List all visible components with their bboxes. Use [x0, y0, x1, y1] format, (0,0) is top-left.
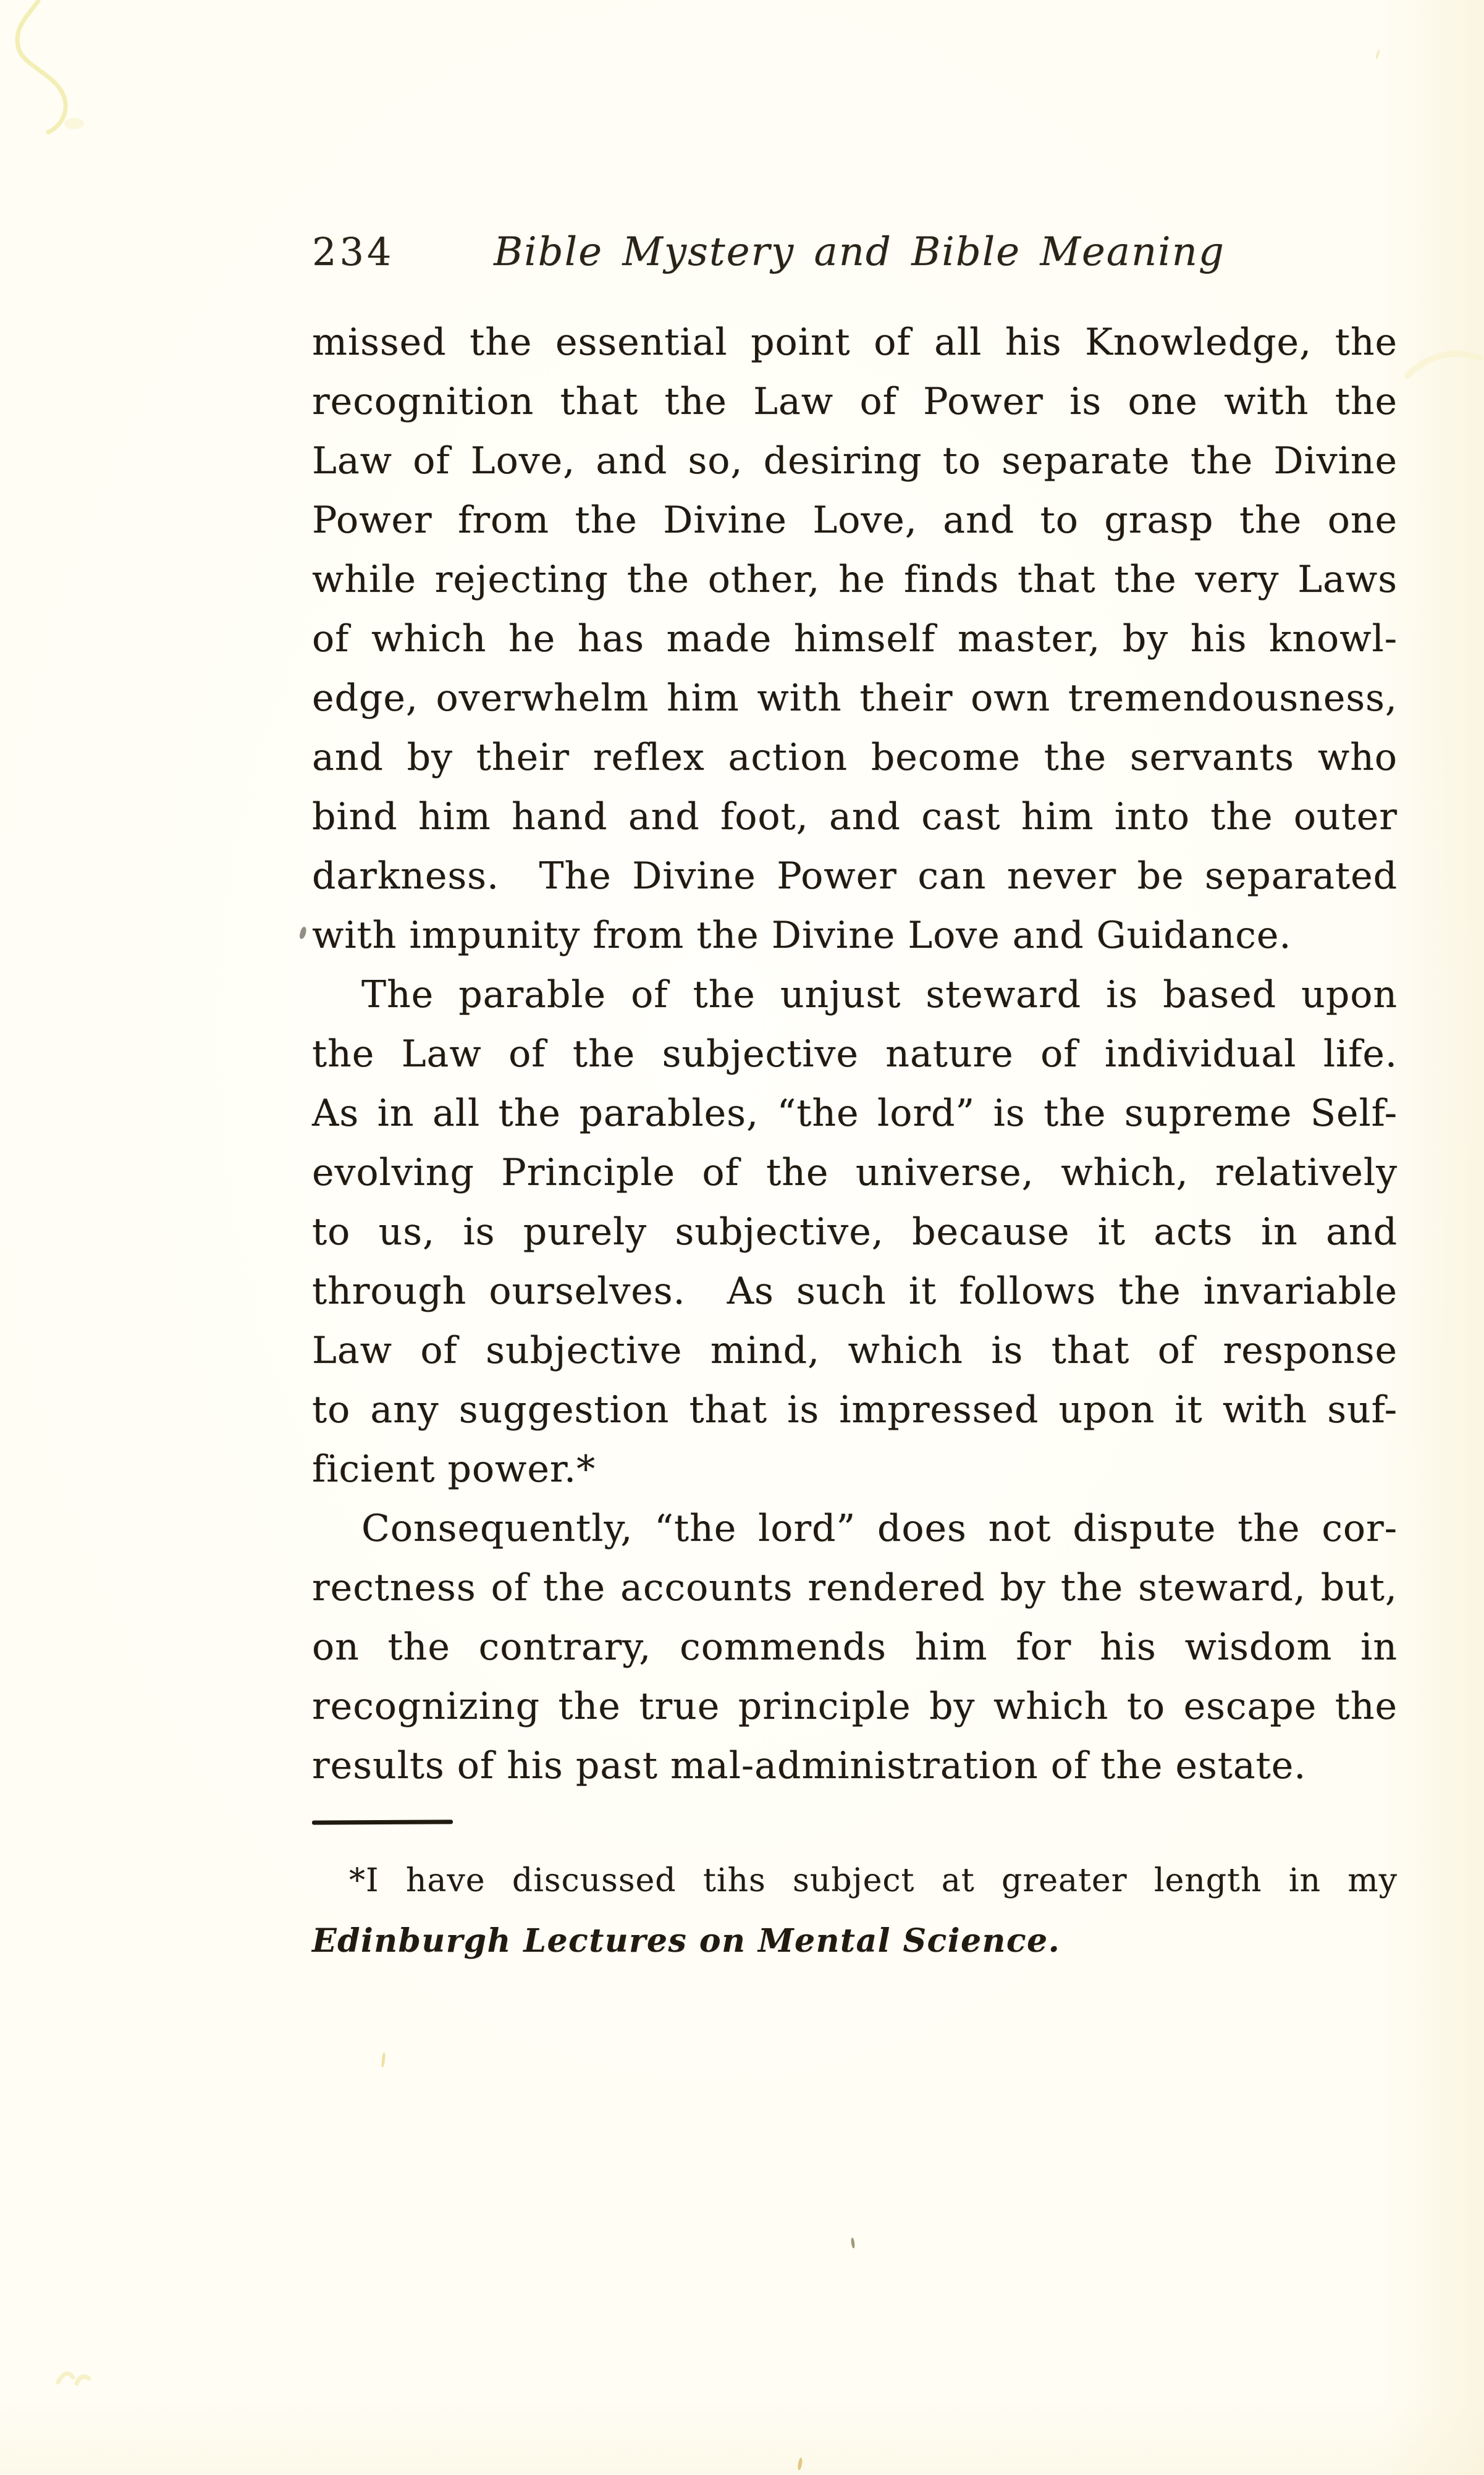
text-line: Law of subjective mind, which is that of response: [312, 1329, 1398, 1372]
scan-speck: [797, 2458, 803, 2471]
text-line: while rejecting the other, he finds that the very Laws: [312, 558, 1398, 601]
text-line: Power from the Divine Love, and to grasp the one: [312, 499, 1398, 542]
footnote: [312, 1850, 1398, 1971]
page-number: 234: [312, 229, 395, 274]
paragraph: [312, 965, 1398, 1499]
text-line: through ourselves. As such it follows the invariable: [312, 1270, 1398, 1313]
running-head: [312, 227, 1398, 277]
text-line: with impunity from the Divine Love and Guidance.: [312, 914, 1292, 957]
footnote-rule: [312, 1819, 453, 1824]
scan-stray-mark: [299, 926, 308, 940]
text-line: Law of Love, and so, desiring to separate the Divine: [312, 439, 1398, 483]
text-line: evolving Principle of the universe, which, relatively: [312, 1151, 1398, 1194]
text-line: and by their reflex action become the servants who: [312, 736, 1398, 779]
text-line: the Law of the subjective nature of individual life.: [312, 1032, 1398, 1076]
text-line: missed the essential point of all his Knowledge, the: [312, 321, 1398, 364]
text-line: rectness of the accounts rendered by the steward, but,: [312, 1566, 1398, 1609]
footnote-book-title-line: Edinburgh Lectures on Mental Science.: [312, 1922, 1061, 1960]
text-line: ficient power.*: [312, 1448, 596, 1491]
text-line: to us, is purely subjective, because it acts in and: [312, 1210, 1398, 1254]
text-line: results of his past mal-administration of the estate.: [312, 1744, 1307, 1787]
body-text: [312, 313, 1398, 1795]
text-line: recognizing the true principle by which to escape the: [312, 1685, 1398, 1728]
footnote-text-line: *I have discussed tihs subject at greater length in my: [349, 1862, 1398, 1899]
paragraph: [312, 313, 1398, 965]
running-title: Bible Mystery and Bible Meaning: [494, 229, 1225, 275]
text-line: to any suggestion that is impressed upon it with suf-: [312, 1388, 1398, 1431]
scan-artifact-smudge: [54, 2366, 91, 2389]
text-line: Consequently, “the lord” does not dispute the cor-: [361, 1507, 1398, 1550]
scan-artifact-arc: [1402, 340, 1484, 389]
text-line: The parable of the unjust steward is based upon: [361, 973, 1398, 1016]
text-line: As in all the parables, “the lord” is the supreme Self-: [312, 1092, 1398, 1135]
scan-artifact-squiggle: [0, 0, 117, 154]
paragraph: [312, 1499, 1398, 1795]
text-line: recognition that the Law of Power is one with the: [312, 380, 1398, 423]
scan-speck: [381, 2052, 386, 2067]
text-line: edge, overwhelm him with their own tremendousness,: [312, 677, 1398, 720]
text-line: darkness. The Divine Power can never be separated: [312, 854, 1398, 898]
scan-speck: [851, 2238, 855, 2249]
text-line: on the contrary, commends him for his wisdom in: [312, 1625, 1398, 1669]
text-line: of which he has made himself master, by his knowl-: [312, 617, 1398, 660]
scan-speck: [1375, 49, 1380, 59]
text-line: bind him hand and foot, and cast him into the outer: [312, 795, 1398, 838]
